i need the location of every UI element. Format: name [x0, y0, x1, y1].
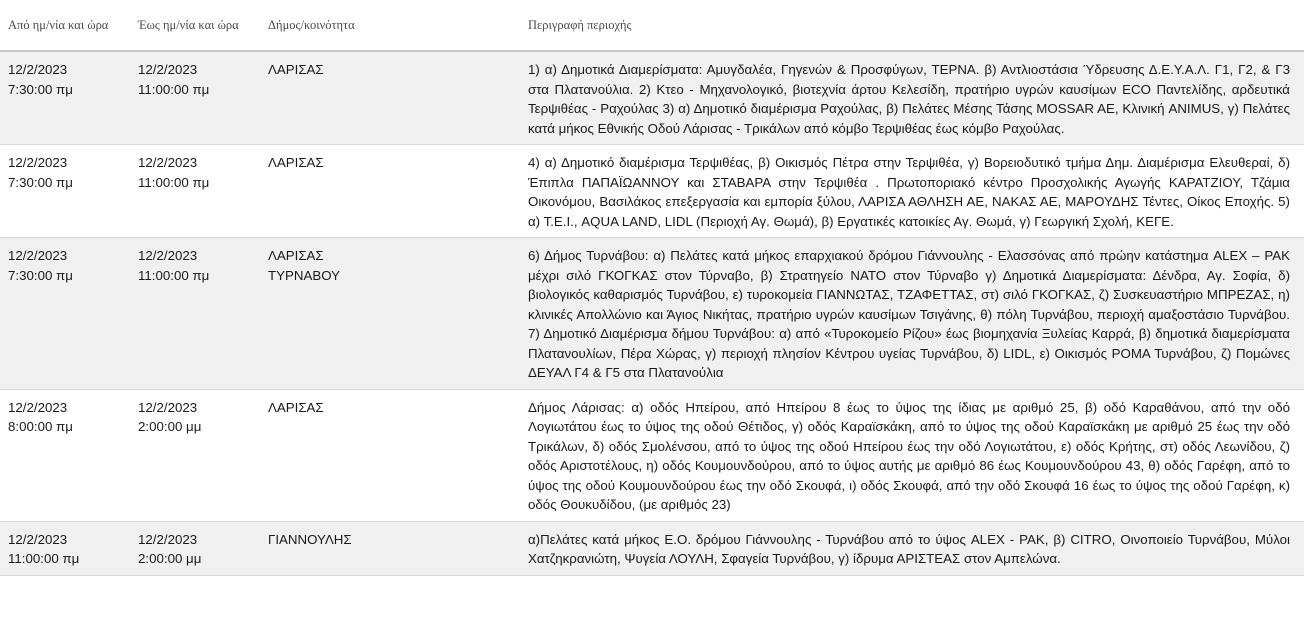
from-cell [0, 238, 130, 390]
to-date: 12/2/2023 [138, 248, 198, 263]
municipality-name: ΛΑΡΙΣΑΣ [268, 399, 324, 415]
municipality-cell [260, 521, 520, 575]
to-date: 12/2/2023 [138, 62, 198, 77]
from-time: 8:00:00 πμ [8, 419, 73, 434]
municipality-name: ΛΑΡΙΣΑΣ [268, 248, 324, 263]
from-cell [0, 521, 130, 575]
to-time: 11:00:00 πμ [138, 81, 210, 97]
municipality-cell [260, 238, 520, 390]
municipality-cell [260, 145, 520, 238]
description-cell: Δήμος Λάρισας: α) οδός Ηπείρου, από Ηπείρου 8 έως το ύψος της ίδιας με αριθμό 25, β) οδό Καραθάνου, από την οδό Λογιωτάτου έως το ύψος της οδού Θέτιδος, γ) οδός Καραϊσκάκη, από το ύψος της οδού Καραϊσκάκη με αριθμό 25 έως την οδό Τρικάλων, δ) οδός Σμολένσου, από το ύψος της οδού Ηπείρου έως την οδό Λογιωτάτου, ε) οδός Κρήτης, στ) οδός Λεωνίδου, ζ) οδός Αριστοτέλους, η) οδός Κουμουνδούρου, από το ύψος αυτής με αριθμό 86 έως Κουμουνδούρου 43, θ) οδός Γαρέφη, από το ύψος της οδού Κουμουνδούρου έως την οδό Σκουφά, ι) οδός Σκουφά, από την οδό Σκουφά 16 έως το ύψος της οδού Γαρέφη, κ) οδός Θουκυδίδου, (με αριθμός 23) [520, 389, 1304, 521]
from-cell [0, 389, 130, 521]
description-cell: 4) α) Δημοτικό διαμέρισμα Τερψιθέας, β) Οικισμός Πέτρα στην Τερψιθέα, γ) Βορειοδυτικό τμήμα Δημ. Διαμέρισμα Ελευθεραί, δ) Έπιπλα ΠΑΠΑΪΩΑΝΝΟΥ και ΣΤΑΒΑΡΑ στην Τερψιθέα . Πρωτοποριακό κέντρο Προσχολικής Αγωγής ΚΑΡΑΤΖΙΟΥ, Τζάμια Οικονόμου, Βασιλάκος επεξεργασία και εμπορία ξύλου, ΛΑΡΙΣΑ ΑΘΛΗΣΗ ΑΕ, ΝΑΚΑΣ ΑΕ, ΜΑΡΟΥΔΗΣ Τέντες, Οίκος Εποχής. 5) α) Τ.Ε.Ι., AQUA LAND, LIDL (Περιοχή Αγ. Θωμά), β) Εργατικές κατοικίες Αγ. Θωμά, γ) Γεωργική Σχολή, ΚΕΓΕ. [520, 145, 1304, 238]
from-date: 12/2/2023 [8, 155, 68, 170]
description-cell: 1) α) Δημοτικά Διαμερίσματα: Αμυγδαλέα, Γηγενών & Προσφύγων, ΤΕΡΝΑ. β) Αντλιοστάσια Ύδρευσης Δ.Ε.Υ.Α.Λ. Γ1, Γ2, & Γ3 στα Πλατανούλια. 2) Κτεο - Μηχανολογικό, βιοτεχνία άρτου Κελεσίδη, πρατήριο υγρών καυσίμων ECO Παντελίδης, αρδευτικά Τερψιθέας - Ραχούλας 3) α) Δημοτικό διαμέρισμα Ραχούλας, β) Πελάτες Μέσης Τάσης MOSSAR AE, Κλινική ANIMUS, γ) Πελάτες κατά μήκος Εθνικής Οδού Λάρισας - Τρικάλων από κόμβο Τερψιθέας έως κόμβο Ραχούλας. [520, 51, 1304, 145]
table-row [0, 51, 1304, 145]
to-date: 12/2/2023 [138, 531, 198, 547]
table-row [0, 389, 1304, 521]
from-cell [0, 145, 130, 238]
to-cell [130, 51, 260, 145]
to-cell [130, 145, 260, 238]
header-description: Περιγραφή περιοχής [520, 0, 1304, 51]
to-date: 12/2/2023 [138, 155, 198, 170]
to-cell [130, 389, 260, 521]
table-header-row [0, 0, 1304, 51]
to-time: 2:00:00 μμ [138, 551, 202, 566]
from-date: 12/2/2023 [8, 399, 68, 415]
from-time: 11:00:00 πμ [8, 551, 80, 566]
municipality-name: ΛΑΡΙΣΑΣ [268, 62, 324, 77]
municipality-name: ΓΙΑΝΝΟΥΛΗΣ [268, 531, 352, 547]
from-date: 12/2/2023 [8, 248, 68, 263]
table-row [0, 521, 1304, 575]
municipality-name: ΛΑΡΙΣΑΣ [268, 155, 324, 170]
from-date: 12/2/2023 [8, 62, 68, 77]
to-cell [130, 238, 260, 390]
to-date: 12/2/2023 [138, 399, 198, 415]
from-time: 7:30:00 πμ [8, 174, 73, 190]
header-to: Έως ημ/νία και ώρα [130, 0, 260, 51]
municipality-cell [260, 389, 520, 521]
table-row [0, 238, 1304, 390]
header-municipality: Δήμος/κοινότητα [260, 0, 520, 51]
to-cell [130, 521, 260, 575]
to-time: 11:00:00 πμ [138, 267, 210, 283]
municipality-cell [260, 51, 520, 145]
table-row [0, 145, 1304, 238]
from-time: 7:30:00 πμ [8, 267, 73, 283]
to-time: 11:00:00 πμ [138, 174, 210, 190]
from-date: 12/2/2023 [8, 531, 68, 547]
header-from: Από ημ/νία και ώρα [0, 0, 130, 51]
description-cell: α)Πελάτες κατά μήκος Ε.Ο. δρόμου Γιάννουλης - Τυρνάβου από το ύψος ALEX - PAK, β) CITRO, Οινοποιείο Τυρνάβου, Μύλοι Χατζηκρανιώτη, Ψυγεία ΛΟΥΛΗ, Σφαγεία Τυρνάβου, γ) ίδρυμα ΑΡΙΣΤΕΑΣ στον Αμπελώνα. [520, 521, 1304, 575]
from-time: 7:30:00 πμ [8, 81, 73, 97]
from-cell [0, 51, 130, 145]
description-cell: 6) Δήμος Τυρνάβου: α) Πελάτες κατά μήκος επαρχιακού δρόμου Γιάννουλης - Ελασσόνας από πρώην κατάστημα ALEX – PAK μέχρι σιλό ΓΚΟΓΚΑΣ στον Τύρναβο, β) Στρατηγείο ΝΑΤΟ στον Τύρναβο γ) Δημοτικά Διαμερίσματα: Δένδρα, Αγ. Σοφία, δ) βιολογικός καθαρισμός Τυρνάβου, ε) τυροκομεία ΓΙΑΝΝΩΤΑΣ, ΤΖΑΦΕΤΤΑΣ, στ) σιλό ΓΚΟΓΚΑΣ, ζ) Συσκευαστήριο ΜΠΡΕΖΑΣ, η) κλινικές Απολλώνιο και Άγιος Νικήτας, πρατήριο υγρών καυσίμων Τσιγάνης, θ) πόλη Τυρνάβου, περιοχή αμαξοστάσιο Τυρνάβου. 7) Δημοτικό Διαμέρισμα δήμου Τυρνάβου: α) από «Τυροκομείο Ρίζου» έως βιομηχανία Ξυλείας Καρρά, β) δημοτικά διαμερίσματα Πλατανουλίων, Πέρα Χώρας, γ) περιοχή πλησίον Κέντρου υγείας Τυρνάβου, δ) LIDL, ε) Οικισμός ΡΟΜΑ Τυρνάβου, ζ) Πομώνες ΔΕΥΑΛ Γ4 & Γ5 στα Πλατανούλια [520, 238, 1304, 390]
municipality-name: ΤΥΡΝΑΒΟΥ [268, 267, 340, 283]
to-time: 2:00:00 μμ [138, 419, 202, 434]
